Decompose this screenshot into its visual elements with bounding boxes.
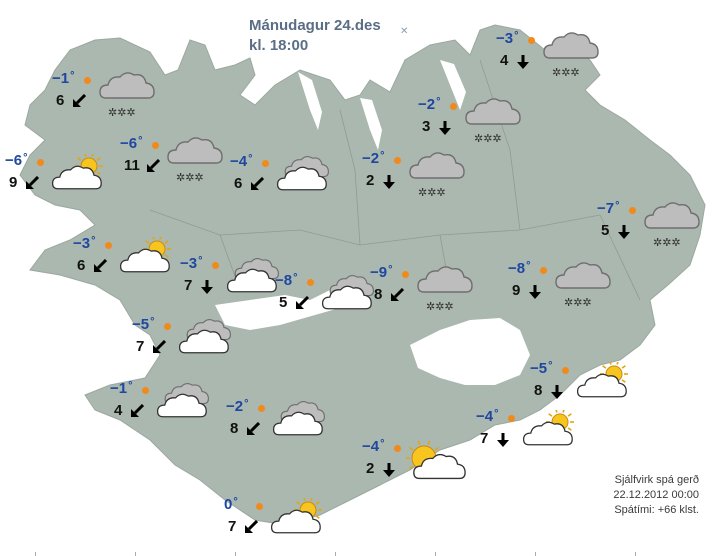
temperature-label — [120, 135, 143, 152]
station-dot — [540, 267, 547, 274]
degree-symbol: ° — [380, 150, 385, 162]
degree-symbol: ° — [248, 153, 253, 165]
degree-symbol: ° — [388, 264, 393, 276]
wind-speed: 8 — [534, 382, 543, 399]
station-dot — [629, 207, 636, 214]
station-dot — [262, 160, 269, 167]
arrow-down-icon — [617, 224, 631, 238]
station-18 — [476, 408, 586, 478]
svg-text:✲✲✲: ✲✲✲ — [418, 186, 446, 199]
temperature-value: −6 — [5, 152, 23, 169]
sun-cloud-icon — [117, 237, 177, 277]
wind-speed: 7 — [184, 277, 193, 294]
sun-cloud-big-icon — [406, 440, 466, 480]
arrow-down-icon — [496, 432, 510, 446]
sun-cloud-icon — [49, 154, 109, 194]
temperature-value: −8 — [275, 272, 293, 289]
svg-text:✲✲✲: ✲✲✲ — [564, 296, 592, 309]
station-2 — [496, 30, 606, 100]
degree-symbol: ° — [526, 260, 531, 272]
wind-speed: 5 — [279, 294, 288, 311]
cloud-icon — [176, 318, 236, 358]
temperature-value: −9 — [370, 264, 388, 281]
temperature-label — [132, 316, 155, 333]
station-dot — [528, 37, 535, 44]
arrow-down-left-icon — [152, 340, 166, 354]
arrow-down-icon — [200, 279, 214, 293]
temperature-label — [180, 255, 203, 272]
snow-cloud-icon — [641, 202, 701, 249]
station-dot — [562, 367, 569, 374]
station-dot — [142, 387, 149, 394]
info-timestamp: 22.12.2012 00:00 — [613, 489, 699, 501]
wind-speed: 6 — [77, 257, 86, 274]
snow-cloud-icon — [96, 72, 156, 119]
wind-speed: 4 — [500, 52, 509, 69]
arrow-down-left-icon — [246, 422, 260, 436]
wind-speed: 7 — [136, 338, 145, 355]
temperature-value: −4 — [362, 438, 380, 455]
forecast-time-label: kl. 18:00 — [249, 37, 309, 54]
temperature-value: −5 — [132, 316, 150, 333]
snow-cloud-icon — [540, 32, 600, 79]
station-dot — [394, 157, 401, 164]
degree-symbol: ° — [138, 135, 143, 147]
wind-speed: 7 — [228, 518, 237, 535]
wind-speed: 9 — [9, 174, 18, 191]
wind-speed: 8 — [374, 286, 383, 303]
arrow-down-left-icon — [25, 176, 39, 190]
temperature-value: −4 — [230, 153, 248, 170]
wind-speed: 6 — [56, 92, 65, 109]
snow-cloud-icon — [462, 98, 522, 145]
station-11 — [275, 272, 385, 342]
svg-text:✲✲✲: ✲✲✲ — [552, 66, 580, 79]
degree-symbol: ° — [150, 316, 155, 328]
wind-speed: 9 — [512, 282, 521, 299]
station-dot — [256, 503, 263, 510]
wind-speed: 11 — [124, 157, 140, 174]
station-dot — [450, 103, 457, 110]
wind-speed: 6 — [234, 175, 243, 192]
arrow-down-icon — [516, 54, 530, 68]
info-generated: Sjálfvirk spá gerð — [614, 474, 699, 486]
degree-symbol: ° — [293, 272, 298, 284]
temperature-label — [362, 438, 385, 455]
station-9 — [73, 235, 183, 305]
station-19 — [362, 438, 472, 508]
temperature-label — [597, 200, 620, 217]
cloud-icon — [154, 382, 214, 422]
degree-symbol: ° — [494, 408, 499, 420]
degree-symbol: ° — [198, 255, 203, 267]
wind-speed: 7 — [480, 430, 489, 447]
station-10 — [180, 255, 293, 325]
station-dot — [105, 242, 112, 249]
arrow-down-left-icon — [250, 177, 264, 191]
station-12 — [370, 264, 480, 334]
temperature-value: −2 — [362, 150, 380, 167]
arrow-down-icon — [550, 384, 564, 398]
temperature-label — [530, 360, 553, 377]
temperature-value: −6 — [120, 135, 138, 152]
station-dot — [84, 77, 91, 84]
degree-symbol: ° — [615, 200, 620, 212]
station-7 — [362, 150, 472, 220]
degree-symbol: ° — [23, 152, 28, 164]
forecast-info — [613, 474, 699, 516]
degree-symbol: ° — [91, 235, 96, 247]
wind-speed: 5 — [601, 222, 610, 239]
svg-text:✲✲✲: ✲✲✲ — [176, 171, 204, 184]
station-dot — [508, 415, 515, 422]
temperature-label — [5, 152, 28, 169]
wind-speed: 2 — [366, 172, 375, 189]
station-6 — [230, 153, 340, 223]
temperature-value: −7 — [597, 200, 615, 217]
arrow-down-left-icon — [72, 94, 86, 108]
station-dot — [37, 159, 44, 166]
station-dot — [394, 445, 401, 452]
svg-text:✲✲✲: ✲✲✲ — [653, 236, 681, 249]
degree-symbol: ° — [436, 96, 441, 108]
forecast-day-label: Mánudagur 24.des — [249, 17, 381, 34]
station-4 — [5, 152, 115, 222]
temperature-label — [362, 150, 385, 167]
snow-cloud-icon — [414, 266, 474, 313]
temperature-value: −2 — [418, 96, 436, 113]
close-icon[interactable]: ✕ — [400, 26, 409, 37]
temperature-value: −3 — [180, 255, 198, 272]
temperature-value: −8 — [508, 260, 526, 277]
arrow-down-icon — [382, 174, 396, 188]
wind-speed: 3 — [422, 118, 431, 135]
cloud-icon — [270, 400, 330, 440]
cloud-icon — [274, 155, 334, 195]
station-15 — [110, 380, 220, 450]
degree-symbol: ° — [233, 496, 238, 508]
svg-text:✲✲✲: ✲✲✲ — [474, 132, 502, 145]
temperature-label — [52, 70, 75, 87]
station-13 — [508, 260, 618, 330]
station-dot — [402, 271, 409, 278]
snow-cloud-icon — [406, 152, 466, 199]
temperature-value: −2 — [226, 398, 244, 415]
snow-cloud-icon — [164, 137, 224, 184]
arrow-down-left-icon — [93, 259, 107, 273]
arrow-down-icon — [438, 120, 452, 134]
arrow-down-left-icon — [146, 159, 160, 173]
temperature-value: −1 — [52, 70, 70, 87]
scale-tick — [235, 552, 236, 556]
temperature-value: −3 — [496, 30, 514, 47]
svg-text:✲✲✲: ✲✲✲ — [426, 300, 454, 313]
wind-speed: 8 — [230, 420, 239, 437]
degree-symbol: ° — [128, 380, 133, 392]
snow-cloud-icon — [552, 262, 612, 309]
degree-symbol: ° — [70, 70, 75, 82]
station-dot — [212, 262, 219, 269]
temperature-label — [230, 153, 253, 170]
sun-cloud-icon — [520, 410, 580, 450]
temperature-label — [418, 96, 441, 113]
temperature-label — [370, 264, 393, 281]
arrow-down-icon — [382, 462, 396, 476]
station-dot — [164, 323, 171, 330]
arrow-down-icon — [528, 284, 542, 298]
station-16 — [226, 398, 336, 468]
degree-symbol: ° — [548, 360, 553, 372]
wind-speed: 2 — [366, 460, 375, 477]
temperature-value: −4 — [476, 408, 494, 425]
sun-cloud-icon — [574, 362, 634, 402]
degree-symbol: ° — [514, 30, 519, 42]
scale-tick — [35, 552, 36, 556]
wind-speed: 4 — [114, 402, 123, 419]
info-lead-time: Spátími: +66 klst. — [614, 504, 699, 516]
sun-cloud-icon — [268, 498, 328, 538]
temperature-value: −5 — [530, 360, 548, 377]
temperature-label — [275, 272, 298, 289]
arrow-down-left-icon — [130, 404, 144, 418]
temperature-label — [224, 496, 238, 513]
arrow-down-left-icon — [295, 296, 309, 310]
arrow-down-left-icon — [390, 288, 404, 302]
degree-symbol: ° — [244, 398, 249, 410]
station-20 — [224, 496, 334, 556]
station-14 — [132, 316, 242, 386]
station-5 — [120, 135, 230, 205]
temperature-label — [110, 380, 133, 397]
arrow-down-left-icon — [244, 520, 258, 534]
temperature-label — [496, 30, 519, 47]
temperature-value: 0 — [224, 496, 233, 513]
temperature-label — [73, 235, 96, 252]
svg-text:✲✲✲: ✲✲✲ — [108, 106, 136, 119]
temperature-value: −1 — [110, 380, 128, 397]
station-1 — [52, 70, 162, 140]
scale-tick — [335, 552, 336, 556]
scale-tick — [635, 552, 636, 556]
temperature-label — [508, 260, 531, 277]
scale-tick — [535, 552, 536, 556]
degree-symbol: ° — [380, 438, 385, 450]
scale-tick — [135, 552, 136, 556]
station-dot — [152, 142, 159, 149]
temperature-label — [476, 408, 499, 425]
station-dot — [307, 279, 314, 286]
station-dot — [258, 405, 265, 412]
temperature-label — [226, 398, 249, 415]
scale-tick — [435, 552, 436, 556]
temperature-value: −3 — [73, 235, 91, 252]
